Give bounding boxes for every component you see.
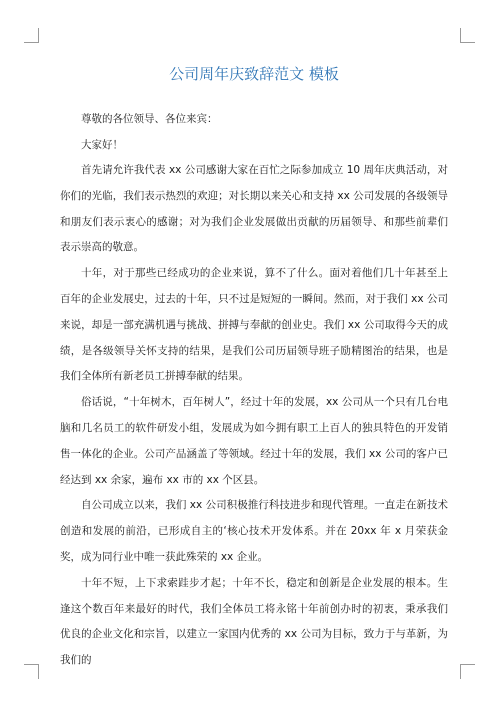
body-paragraph: 十年不短，上下求索跬步才起；十年不长，稳定和创新是企业发展的根本。生逢这个数百年来最好的时代，我们全体员工将永铭十年前创办时的初衷，秉承我们优良的企业文化和宗旨，以建立一家国内优秀的 xx 公司为目标，致力于与革新，为我们的	[60, 576, 448, 667]
crop-mark-bottom-right	[460, 664, 475, 679]
greeting-line: 大家好！	[81, 139, 123, 151]
body-paragraph: 十年，对于那些已经成功的企业来说，算不了什么。面对着他们几十年甚至上百年的企业发展史，过去的十年，只不过是短短的一瞬间。然而，对于我们 xx 公司来说，却是一部充满机遇与挑战、拼搏与奉献的创业史。我们 xx 公司取得今天的成绩，是各级领导关怀支持的结果，是我们公司历届领导班子励精图治的结果，也是我们全体所有新老员工拼搏奉献的结果。	[60, 267, 448, 383]
crop-mark-bottom-left	[24, 664, 39, 679]
document-page	[60, 62, 448, 674]
crop-mark-top-left	[24, 28, 39, 43]
body-paragraph: 首先请允许我代表 xx 公司感谢大家在百忙之际参加成立 10 周年庆典活动，对你们的光临，我们表示热烈的欢迎；对长期以来关心和支持 xx 公司发展的各级领导和朋友们表示衷心的感谢；对为我们企业发展做出贡献的历届领导、和那些前辈们表示崇高的敬意。	[60, 164, 448, 254]
document-title: 公司周年庆致辞范文 模板	[169, 65, 339, 83]
body-paragraph: 俗话说，“十年树木，百年树人”，经过十年的发展，xx 公司从一个只有几台电脑和几名员工的软件研发小组，发展成为如今拥有职工上百人的独具特色的开发销售一体化的企业。公司产品涵盖了等领域。经过十年的发展，我们 xx 公司的客户已经达到 xx 余家，遍布 xx 市的 xx 个区县。	[60, 396, 448, 486]
salutation-line: 尊敬的各位领导、各位来宾：	[81, 113, 218, 125]
crop-mark-top-right	[460, 28, 475, 43]
body-paragraph: 自公司成立以来，我们 xx 公司积极推行科技进步和现代管理。一直走在新技术创造和发展的前沿，已形成自主的‘核心技术开发体系。并在 20xx 年 x 月荣获金奖，成为同行业中唯一获此殊荣的 xx 企业。	[60, 499, 448, 563]
